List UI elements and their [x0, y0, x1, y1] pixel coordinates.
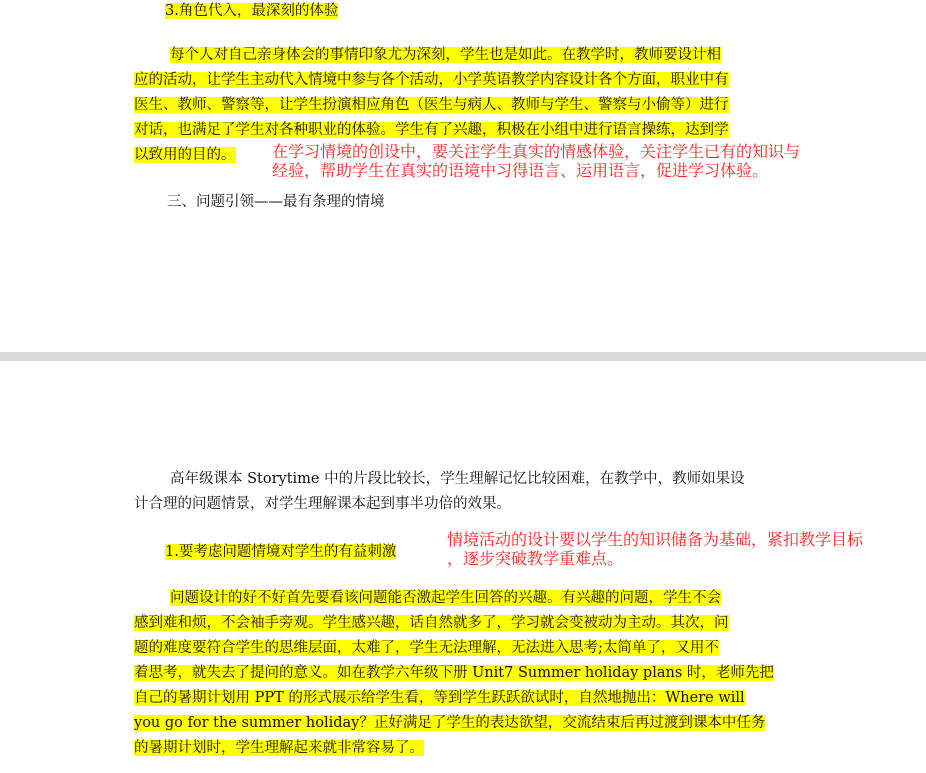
paragraph-line: you go for the summer holiday？正好满足了学生的表达欲望，交流结束后再过渡到课本中任务	[134, 715, 766, 731]
document-page-1	[0, 0, 926, 352]
annotation-comment: 经验，帮助学生在真实的语境中习得语言、运用语言，促进学习体验。	[272, 161, 769, 180]
paragraph-line: 感到难和烦，不会袖手旁观。学生感兴趣，话自然就多了，学习就会变被动为主动。其次，问	[134, 615, 729, 631]
paragraph-line: 医生、教师、警察等，让学生扮演相应角色（医生与病人、教师与学生、警察与小偷等）进行	[134, 97, 729, 113]
paragraph-line: 的暑期计划时，学生理解起来就非常容易了。	[134, 740, 424, 756]
paragraph-line: 以致用的目的。	[134, 147, 236, 163]
paragraph-line: 题的难度要符合学生的思维层面，太难了，学生无法理解，无法进入思考;太简单了，又用不	[134, 640, 719, 656]
paragraph-line: 每个人对自己亲身体会的事情印象尤为深刻，学生也是如此。在教学时，教师要设计相	[170, 47, 721, 63]
paragraph-line: 应的活动，让学生主动代入情境中参与各个活动，小学英语教学内容设计各个方面，职业中有	[134, 72, 729, 88]
paragraph-line: 问题设计的好不好首先要看该问题能否激起学生回答的兴趣。有兴趣的问题，学生不会	[170, 590, 721, 606]
paragraph-line: 计合理的问题情景，对学生理解课本起到事半功倍的效果。	[134, 496, 511, 512]
annotation-comment: 情境活动的设计要以学生的知识储备为基础，紧扣教学目标	[447, 530, 864, 549]
subheading-question: 1.要考虑问题情境对学生的有益刺激	[165, 544, 397, 560]
paragraph-line: 高年级课本 Storytime 中的片段比较长，学生理解记忆比较困难，在教学中，教师如果设	[170, 471, 745, 487]
annotation-comment: ，逐步突破教学重难点。	[447, 549, 624, 568]
page-separator	[0, 352, 926, 361]
section-heading: 三、问题引领——最有条理的情境	[167, 194, 385, 210]
paragraph-line: 着思考，就失去了提问的意义。如在教学六年级下册 Unit7 Summer holiday plans 时，老师先把	[134, 665, 774, 681]
paragraph-line: 对话，也满足了学生对各种职业的体验。学生有了兴趣，积极在小组中进行语言操练，达到学	[134, 122, 729, 138]
document-page-2	[0, 361, 926, 773]
heading-role-play: 3.角色代入，最深刻的体验	[165, 3, 339, 19]
annotation-comment: 在学习情境的创设中，要关注学生真实的情感体验，关注学生已有的知识与	[272, 142, 801, 161]
paragraph-line: 自己的暑期计划用 PPT 的形式展示给学生看，等到学生跃跃欲试时，自然地抛出：Where will	[134, 690, 745, 706]
